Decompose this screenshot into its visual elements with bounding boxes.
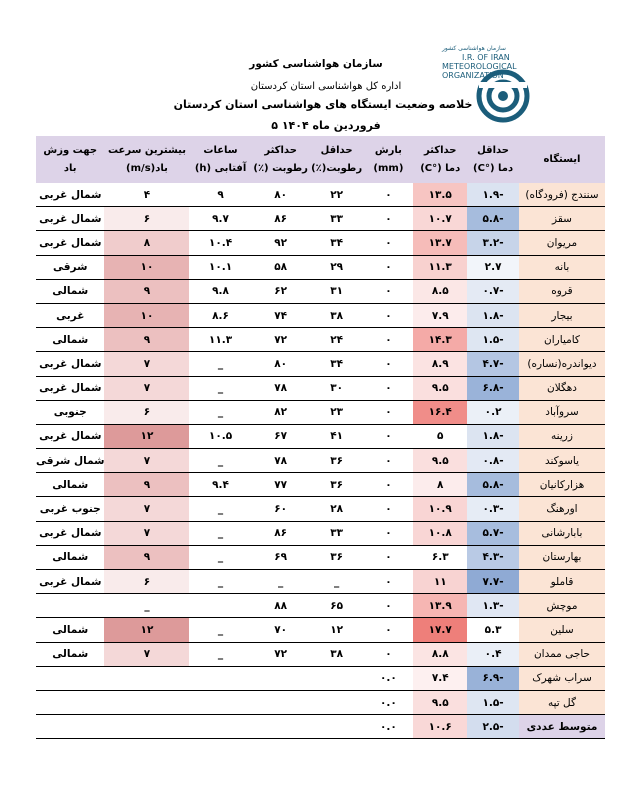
station-cell: قاملو bbox=[519, 570, 605, 594]
min-temp-cell: ۲.۷ bbox=[467, 255, 519, 279]
min-temp-cell: -۱.۳ bbox=[467, 594, 519, 618]
wind-dir-cell: شمال غربی bbox=[36, 207, 104, 231]
wind-speed-cell: ۸ bbox=[104, 231, 189, 255]
rain-cell: ۰ bbox=[364, 642, 414, 666]
col-max-temp: حداکثر دما (°C) bbox=[413, 136, 467, 183]
rain-cell: ۰ bbox=[364, 545, 414, 569]
table-row bbox=[36, 449, 605, 473]
sunshine-cell: ۱۰.۵ bbox=[189, 424, 251, 448]
min-temp-cell: -۰.۳ bbox=[467, 497, 519, 521]
max-temp-cell: ۹.۵ bbox=[413, 690, 467, 714]
station-cell: قروه bbox=[519, 279, 605, 303]
hum-max-cell: ۸۰ bbox=[252, 352, 310, 376]
wind-dir-cell: شمال غربی bbox=[36, 352, 104, 376]
max-temp-cell: ۹.۵ bbox=[413, 449, 467, 473]
hum-min-cell: ۲۳ bbox=[310, 400, 364, 424]
station-cell: سروآباد bbox=[519, 400, 605, 424]
rain-cell: ۰ bbox=[364, 521, 414, 545]
wind-dir-cell: شمال غربی bbox=[36, 376, 104, 400]
sunshine-cell: _ bbox=[189, 352, 251, 376]
sunshine-cell: ۸.۶ bbox=[189, 303, 251, 327]
hum-min-cell: ۳۰ bbox=[310, 376, 364, 400]
wind-speed-cell: ۷ bbox=[104, 642, 189, 666]
min-temp-cell: -۵.۸ bbox=[467, 473, 519, 497]
sunshine-cell bbox=[189, 690, 251, 714]
hum-max-cell: ۷۸ bbox=[252, 376, 310, 400]
hum-max-cell: ۷۷ bbox=[252, 473, 310, 497]
min-temp-cell: ۰.۲ bbox=[467, 400, 519, 424]
hum-max-cell: ۸۲ bbox=[252, 400, 310, 424]
sunshine-cell: ۱۰.۱ bbox=[189, 255, 251, 279]
wind-speed-cell: ۹ bbox=[104, 473, 189, 497]
rain-cell: ۰.۰ bbox=[364, 666, 414, 690]
col-rain: بارش (mm) bbox=[364, 136, 414, 183]
sunshine-cell: _ bbox=[189, 449, 251, 473]
station-cell: بیجار bbox=[519, 303, 605, 327]
station-cell: سراب شهرک bbox=[519, 666, 605, 690]
wind-dir-cell: شمال غربی bbox=[36, 231, 104, 255]
rain-cell: ۰ bbox=[364, 303, 414, 327]
max-temp-cell: ۱۳.۵ bbox=[413, 183, 467, 207]
hum-min-cell: ۲۲ bbox=[310, 183, 364, 207]
table-row bbox=[36, 376, 605, 400]
min-temp-cell: -۶.۸ bbox=[467, 376, 519, 400]
wind-dir-cell: شمال غربی bbox=[36, 570, 104, 594]
col-wind-speed: بیشترین سرعت باد(m/s) bbox=[104, 136, 189, 183]
table-row bbox=[36, 473, 605, 497]
hum-max-cell: _ bbox=[252, 570, 310, 594]
wind-dir-cell: شمالی bbox=[36, 279, 104, 303]
table-row bbox=[36, 594, 605, 618]
sunshine-cell: _ bbox=[189, 521, 251, 545]
logo-text: سازمان هواشناسی کشور I.R. OF IRAN METEOROLOGICAL ORGANIZATION bbox=[442, 45, 517, 80]
wind-speed-cell: ۶ bbox=[104, 570, 189, 594]
rain-cell: ۰ bbox=[364, 400, 414, 424]
rain-cell: ۰ bbox=[364, 352, 414, 376]
hum-min-cell: ۴۱ bbox=[310, 424, 364, 448]
min-temp-cell: -۰.۷ bbox=[467, 279, 519, 303]
table-row bbox=[36, 545, 605, 569]
station-cell: زرینه bbox=[519, 424, 605, 448]
table-row bbox=[36, 400, 605, 424]
wind-speed-cell bbox=[104, 715, 189, 739]
report-date: ۵ فروردین ماه ۱۴۰۴ bbox=[271, 119, 381, 132]
wind-dir-cell: شمال غربی bbox=[36, 521, 104, 545]
max-temp-cell: ۶.۳ bbox=[413, 545, 467, 569]
wind-dir-cell: شمالی bbox=[36, 473, 104, 497]
station-cell: اورهنگ bbox=[519, 497, 605, 521]
sunshine-cell: ۱۰.۴ bbox=[189, 231, 251, 255]
hum-max-cell: ۸۶ bbox=[252, 521, 310, 545]
hum-max-cell: ۶۰ bbox=[252, 497, 310, 521]
table-header-row bbox=[36, 136, 605, 183]
min-temp-cell: -۱.۸ bbox=[467, 424, 519, 448]
rain-cell: ۰.۰ bbox=[364, 690, 414, 714]
station-cell: متوسط عددی bbox=[519, 715, 605, 739]
station-cell: هزارکانیان bbox=[519, 473, 605, 497]
table-row bbox=[36, 352, 605, 376]
wind-dir-cell bbox=[36, 594, 104, 618]
min-temp-cell: -۲.۵ bbox=[467, 715, 519, 739]
station-cell: بابارشانی bbox=[519, 521, 605, 545]
max-temp-cell: ۸.۵ bbox=[413, 279, 467, 303]
hum-min-cell: _ bbox=[310, 570, 364, 594]
hum-max-cell: ۷۴ bbox=[252, 303, 310, 327]
station-cell: سقز bbox=[519, 207, 605, 231]
max-temp-cell: ۱۴.۳ bbox=[413, 328, 467, 352]
wind-speed-cell: ۷ bbox=[104, 449, 189, 473]
rain-cell: ۰ bbox=[364, 183, 414, 207]
sunshine-cell: _ bbox=[189, 376, 251, 400]
max-temp-cell: ۸.۸ bbox=[413, 642, 467, 666]
wind-speed-cell: ۱۲ bbox=[104, 424, 189, 448]
min-temp-cell: -۱.۵ bbox=[467, 328, 519, 352]
table-row bbox=[36, 231, 605, 255]
max-temp-cell: ۱۱ bbox=[413, 570, 467, 594]
rain-cell: ۰ bbox=[364, 255, 414, 279]
rain-cell: ۰ bbox=[364, 618, 414, 642]
rain-cell: ۰ bbox=[364, 497, 414, 521]
rain-cell: ۰ bbox=[364, 376, 414, 400]
hum-min-cell: ۲۴ bbox=[310, 328, 364, 352]
hum-max-cell bbox=[252, 715, 310, 739]
hum-max-cell: ۶۲ bbox=[252, 279, 310, 303]
station-cell: سنندج (فرودگاه) bbox=[519, 183, 605, 207]
wind-speed-cell: ۷ bbox=[104, 521, 189, 545]
hum-max-cell: ۷۲ bbox=[252, 642, 310, 666]
min-temp-cell: -۵.۷ bbox=[467, 521, 519, 545]
rain-cell: ۰ bbox=[364, 449, 414, 473]
table-row bbox=[36, 497, 605, 521]
sunshine-cell: _ bbox=[189, 400, 251, 424]
col-min-temp: حداقل دما (°C) bbox=[467, 136, 519, 183]
min-temp-cell: -۴.۳ bbox=[467, 545, 519, 569]
hum-max-cell: ۸۸ bbox=[252, 594, 310, 618]
max-temp-cell: ۱۳.۷ bbox=[413, 231, 467, 255]
hum-min-cell: ۳۸ bbox=[310, 303, 364, 327]
wind-speed-cell: ۹ bbox=[104, 328, 189, 352]
sunshine-cell: _ bbox=[189, 618, 251, 642]
table-row bbox=[36, 618, 605, 642]
hum-min-cell: ۱۲ bbox=[310, 618, 364, 642]
hum-max-cell: ۸۶ bbox=[252, 207, 310, 231]
wind-dir-cell: جنوب غربی bbox=[36, 497, 104, 521]
weather-table bbox=[36, 136, 605, 739]
table-row bbox=[36, 521, 605, 545]
sunshine-cell bbox=[189, 594, 251, 618]
station-cell: سلین bbox=[519, 618, 605, 642]
sunshine-cell: _ bbox=[189, 642, 251, 666]
dept-name: اداره کل هواشناسی استان کردستان bbox=[250, 81, 402, 92]
wind-dir-cell: شمال شرقی bbox=[36, 449, 104, 473]
col-station: ایستگاه bbox=[519, 136, 605, 183]
max-temp-cell: ۱۳.۹ bbox=[413, 594, 467, 618]
hum-max-cell: ۶۹ bbox=[252, 545, 310, 569]
table-row bbox=[36, 183, 605, 207]
wind-speed-cell: ۱۰ bbox=[104, 303, 189, 327]
sunshine-cell: ۹.۸ bbox=[189, 279, 251, 303]
col-hum-max: حداکثر رطوبت (٪) bbox=[252, 136, 310, 183]
max-temp-cell: ۱۰.۷ bbox=[413, 207, 467, 231]
hum-max-cell: ۶۷ bbox=[252, 424, 310, 448]
col-hum-min: حداقل رطوبت(٪) bbox=[310, 136, 364, 183]
rain-cell: ۰ bbox=[364, 231, 414, 255]
wind-dir-cell: شمال غربی bbox=[36, 183, 104, 207]
wind-speed-cell: ۷ bbox=[104, 497, 189, 521]
max-temp-cell: ۱۶.۴ bbox=[413, 400, 467, 424]
wind-dir-cell: جنوبی bbox=[36, 400, 104, 424]
sunshine-cell: _ bbox=[189, 545, 251, 569]
wind-speed-cell bbox=[104, 690, 189, 714]
hum-min-cell: ۳۴ bbox=[310, 231, 364, 255]
page-title: خلاصه وضعیت ایستگاه های هواشناسی استان کردستان bbox=[173, 98, 473, 111]
hum-min-cell: ۶۵ bbox=[310, 594, 364, 618]
rain-cell: ۰ bbox=[364, 424, 414, 448]
wind-speed-cell: ۴ bbox=[104, 183, 189, 207]
org-name: سازمان هواشناسی کشور bbox=[249, 58, 383, 70]
min-temp-cell: -۳.۲ bbox=[467, 231, 519, 255]
min-temp-cell: ۵.۳ bbox=[467, 618, 519, 642]
max-temp-cell: ۱۷.۷ bbox=[413, 618, 467, 642]
min-temp-cell: -۵.۸ bbox=[467, 207, 519, 231]
wind-speed-cell: _ bbox=[104, 594, 189, 618]
station-cell: موچش bbox=[519, 594, 605, 618]
max-temp-cell: ۷.۴ bbox=[413, 666, 467, 690]
wind-speed-cell: ۱۲ bbox=[104, 618, 189, 642]
min-temp-cell: -۱.۸ bbox=[467, 303, 519, 327]
hum-min-cell: ۳۶ bbox=[310, 545, 364, 569]
table-row bbox=[36, 328, 605, 352]
station-cell: کامیاران bbox=[519, 328, 605, 352]
wind-speed-cell: ۶ bbox=[104, 207, 189, 231]
table-row bbox=[36, 666, 605, 690]
station-cell: دهگلان bbox=[519, 376, 605, 400]
max-temp-cell: ۹.۵ bbox=[413, 376, 467, 400]
sunshine-cell: ۹.۷ bbox=[189, 207, 251, 231]
wind-dir-cell: شرقی bbox=[36, 255, 104, 279]
max-temp-cell: ۱۰.۸ bbox=[413, 521, 467, 545]
wind-dir-cell bbox=[36, 666, 104, 690]
wind-speed-cell: ۹ bbox=[104, 545, 189, 569]
hum-min-cell bbox=[310, 690, 364, 714]
hum-min-cell: ۲۸ bbox=[310, 497, 364, 521]
min-temp-cell: -۴.۷ bbox=[467, 352, 519, 376]
wind-dir-cell: شمالی bbox=[36, 328, 104, 352]
station-cell: مریوان bbox=[519, 231, 605, 255]
sunshine-cell bbox=[189, 666, 251, 690]
min-temp-cell: -۷.۷ bbox=[467, 570, 519, 594]
hum-min-cell bbox=[310, 715, 364, 739]
hum-min-cell: ۳۶ bbox=[310, 449, 364, 473]
hum-max-cell: ۷۲ bbox=[252, 328, 310, 352]
table-row bbox=[36, 715, 605, 739]
station-cell: گل تپه bbox=[519, 690, 605, 714]
rain-cell: ۰ bbox=[364, 279, 414, 303]
hum-min-cell: ۳۴ bbox=[310, 352, 364, 376]
max-temp-cell: ۱۰.۹ bbox=[413, 497, 467, 521]
table-row bbox=[36, 255, 605, 279]
sunshine-cell: ۹ bbox=[189, 183, 251, 207]
sunshine-cell: ۱۱.۳ bbox=[189, 328, 251, 352]
sunshine-cell: ۹.۴ bbox=[189, 473, 251, 497]
wind-speed-cell: ۷ bbox=[104, 352, 189, 376]
wind-dir-cell: غربی bbox=[36, 303, 104, 327]
min-temp-cell: -۱.۹ bbox=[467, 183, 519, 207]
hum-max-cell bbox=[252, 690, 310, 714]
station-cell: بانه bbox=[519, 255, 605, 279]
max-temp-cell: ۱۱.۳ bbox=[413, 255, 467, 279]
min-temp-cell: -۱.۵ bbox=[467, 690, 519, 714]
wind-speed-cell: ۹ bbox=[104, 279, 189, 303]
table-row bbox=[36, 303, 605, 327]
station-cell: بهارستان bbox=[519, 545, 605, 569]
station-cell: دیواندره(نساره) bbox=[519, 352, 605, 376]
hum-min-cell bbox=[310, 666, 364, 690]
wind-dir-cell: شمالی bbox=[36, 642, 104, 666]
hum-max-cell: ۹۲ bbox=[252, 231, 310, 255]
rain-cell: ۰ bbox=[364, 473, 414, 497]
hum-min-cell: ۳۳ bbox=[310, 207, 364, 231]
rain-cell: ۰ bbox=[364, 570, 414, 594]
report-header bbox=[0, 0, 637, 135]
wind-speed-cell: ۶ bbox=[104, 400, 189, 424]
wind-dir-cell bbox=[36, 715, 104, 739]
station-cell: حاجی ممدان bbox=[519, 642, 605, 666]
station-cell: یاسوکند bbox=[519, 449, 605, 473]
wind-dir-cell: شمال غربی bbox=[36, 424, 104, 448]
hum-min-cell: ۳۸ bbox=[310, 642, 364, 666]
wind-speed-cell bbox=[104, 666, 189, 690]
sunshine-cell: _ bbox=[189, 497, 251, 521]
table-row bbox=[36, 424, 605, 448]
sunshine-cell bbox=[189, 715, 251, 739]
max-temp-cell: ۱۰.۶ bbox=[413, 715, 467, 739]
wind-dir-cell bbox=[36, 690, 104, 714]
hum-max-cell: ۵۸ bbox=[252, 255, 310, 279]
hum-max-cell: ۷۸ bbox=[252, 449, 310, 473]
hum-max-cell: ۷۰ bbox=[252, 618, 310, 642]
table-row bbox=[36, 642, 605, 666]
wind-dir-cell: شمالی bbox=[36, 618, 104, 642]
hum-min-cell: ۳۶ bbox=[310, 473, 364, 497]
rain-cell: ۰ bbox=[364, 207, 414, 231]
wind-speed-cell: ۱۰ bbox=[104, 255, 189, 279]
table-row bbox=[36, 279, 605, 303]
min-temp-cell: -۶.۹ bbox=[467, 666, 519, 690]
table-row bbox=[36, 570, 605, 594]
hum-max-cell: ۸۰ bbox=[252, 183, 310, 207]
hum-min-cell: ۳۳ bbox=[310, 521, 364, 545]
hum-max-cell bbox=[252, 666, 310, 690]
hum-min-cell: ۳۱ bbox=[310, 279, 364, 303]
sunshine-cell: _ bbox=[189, 570, 251, 594]
table-row bbox=[36, 207, 605, 231]
col-wind-dir: جهت وزش باد bbox=[36, 136, 104, 183]
min-temp-cell: -۰.۸ bbox=[467, 449, 519, 473]
max-temp-cell: ۸ bbox=[413, 473, 467, 497]
wind-dir-cell: شمالی bbox=[36, 545, 104, 569]
min-temp-cell: ۰.۴ bbox=[467, 642, 519, 666]
max-temp-cell: ۸.۹ bbox=[413, 352, 467, 376]
max-temp-cell: ۵ bbox=[413, 424, 467, 448]
col-sunshine: ساعات آفتابی (h) bbox=[189, 136, 251, 183]
rain-cell: ۰ bbox=[364, 328, 414, 352]
rain-cell: ۰ bbox=[364, 594, 414, 618]
max-temp-cell: ۷.۹ bbox=[413, 303, 467, 327]
wind-speed-cell: ۷ bbox=[104, 376, 189, 400]
rain-cell: ۰.۰ bbox=[364, 715, 414, 739]
hum-min-cell: ۲۹ bbox=[310, 255, 364, 279]
table-row bbox=[36, 690, 605, 714]
